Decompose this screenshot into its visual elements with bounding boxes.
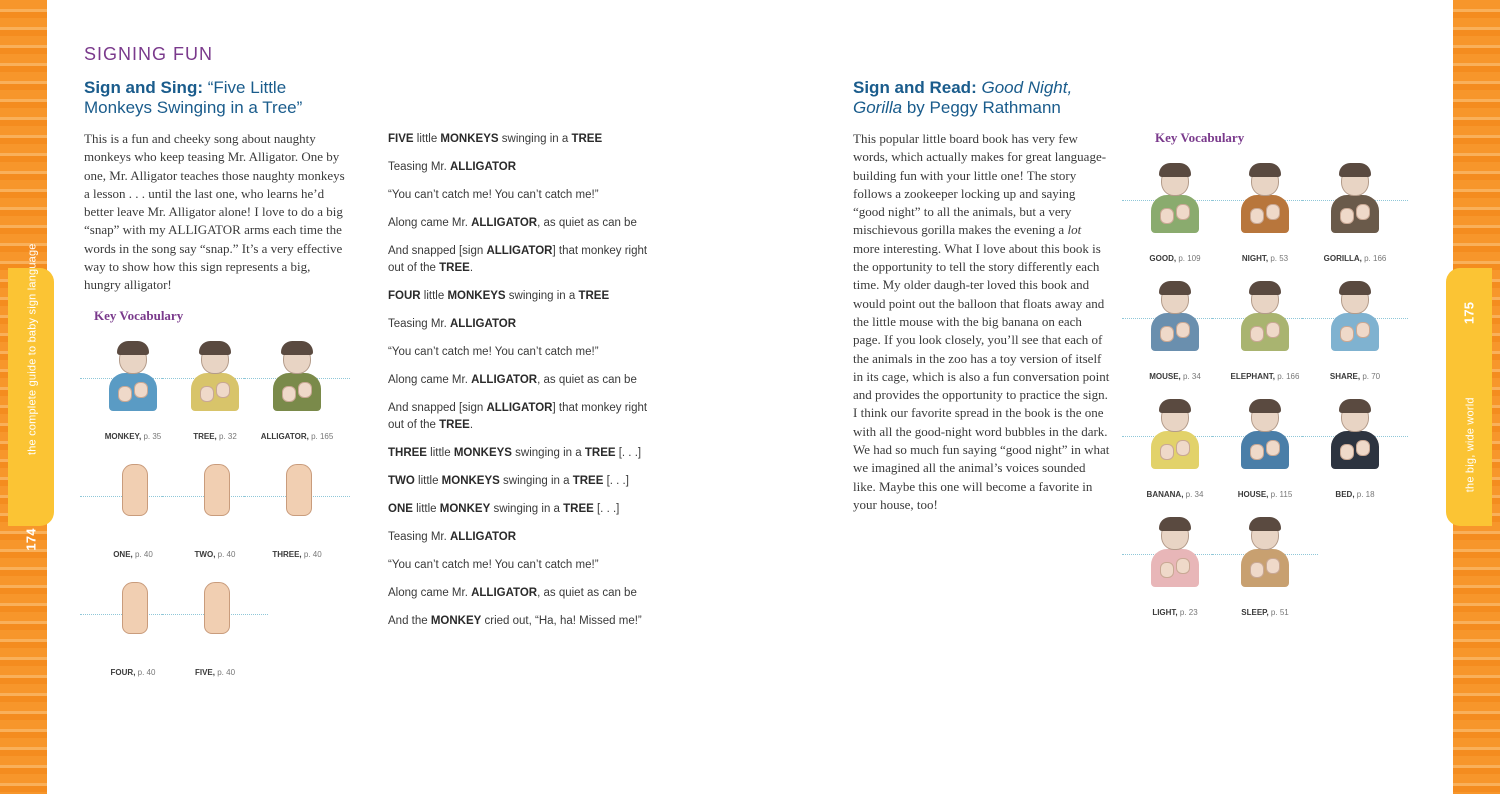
- child-sign-illustration: [1232, 396, 1298, 474]
- lyric-line: Along came Mr. ALLIGATOR, as quiet as can be: [388, 374, 637, 386]
- lyric-line: FOUR little MONKEYS swinging in a TREE: [388, 290, 610, 302]
- hand-sign-illustration: [100, 456, 166, 534]
- child-sign-illustration: [264, 338, 330, 416]
- vocab-caption: MONKEY, p. 35: [104, 432, 162, 441]
- vocab-item-gorilla: [1310, 160, 1400, 263]
- page-number-left: 174: [23, 528, 39, 551]
- lyric-line: Along came Mr. ALLIGATOR, as quiet as can be: [388, 587, 637, 599]
- vocab-item-alligator: [252, 338, 342, 441]
- vocab-caption: SLEEP, p. 51: [1241, 608, 1289, 617]
- vocab-item-tree: [170, 338, 260, 441]
- vocab-item-house: [1220, 396, 1310, 499]
- section-label: SIGNING FUN: [84, 44, 214, 64]
- vocab-caption: BANANA, p. 34: [1146, 490, 1204, 499]
- lyric-line: And snapped [sign ALLIGATOR] that monkey right out of the TREE.: [388, 402, 648, 431]
- hand-sign-illustration: [182, 574, 248, 652]
- left-heading-bold: Sign and Sing:: [84, 78, 203, 97]
- hand-sign-illustration: [100, 574, 166, 652]
- vocab-item-sleep: [1220, 514, 1310, 617]
- child-sign-illustration: [1142, 396, 1208, 474]
- page-number-right: 175: [1461, 301, 1477, 325]
- lyric-line: “You can’t catch me! You can’t catch me!”: [388, 346, 599, 358]
- vocab-caption: TWO, p. 40: [194, 550, 236, 559]
- left-page-tab: [8, 243, 54, 551]
- lyric-line: FIVE little MONKEYS swinging in a TREE: [388, 133, 603, 145]
- right-heading-bold: Sign and Read:: [853, 78, 977, 97]
- vocab-item-five: [170, 574, 260, 677]
- right-paragraph: This popular little board book has very few words, which actually makes for great language-building fun with your little one! The story follows a zookeeper locking up and saying “good night” to all the animals, but a very mischievous gorilla makes the evening a lot more interesting. What I love about this book is the opportunity to tell the story differently each time. My older daugh-ter loved this book and would point out the balloon that floats away and the little mouse with the big banana on each page. If you look closely, you’ll see that each of the animals in the zoo has a toy version of itself in its cage, which is also a fun conversation point and provides the opportunity to practice the sign. I think our favorite spread in the book is the one with all the good-night word bubbles in the dark. We had so much fun saying “good night” in what we imagined all the animal’s voices sounded like. Maybe this one will become a favorite in your house, too!: [853, 131, 1110, 512]
- child-sign-illustration: [100, 338, 166, 416]
- lyric-line: Along came Mr. ALLIGATOR, as quiet as can be: [388, 217, 637, 229]
- left-heading-title: “Five Little Monkeys Swinging in a Tree”: [84, 78, 303, 117]
- vocab-item-elephant: [1220, 278, 1310, 381]
- child-sign-illustration: [182, 338, 248, 416]
- vocab-item-bed: [1310, 396, 1400, 499]
- vocab-caption: FIVE, p. 40: [194, 668, 236, 677]
- left-key-vocabulary-title: Key Vocabulary: [94, 308, 184, 323]
- left-tab-text: the complete guide to baby sign language: [26, 243, 39, 456]
- vocab-item-two: [170, 456, 260, 559]
- hand-sign-illustration: [182, 456, 248, 534]
- lyric-line: TWO little MONKEYS swinging in a TREE [. . .]: [388, 475, 629, 487]
- right-heading: [853, 78, 1093, 118]
- right-key-vocabulary-title: Key Vocabulary: [1155, 130, 1245, 145]
- vocab-caption: THREE, p. 40: [272, 550, 322, 559]
- vocab-caption: ONE, p. 40: [113, 550, 153, 559]
- lyric-line: “You can’t catch me! You can’t catch me!”: [388, 559, 599, 571]
- child-sign-illustration: [1232, 514, 1298, 592]
- vocab-caption: SHARE, p. 70: [1329, 372, 1381, 381]
- vocab-item-four: [88, 574, 178, 677]
- right-heading-book-title: Good Night, Gorilla: [853, 78, 1073, 117]
- lyric-line: Teasing Mr. ALLIGATOR: [388, 531, 517, 543]
- vocab-item-light: [1130, 514, 1220, 617]
- vocab-item-good: [1130, 160, 1220, 263]
- vocab-item-mouse: [1130, 278, 1220, 381]
- lyric-line: “You can’t catch me! You can’t catch me!”: [388, 189, 599, 201]
- child-sign-illustration: [1142, 514, 1208, 592]
- emphasis-lot: lot: [1067, 222, 1082, 238]
- left-intro-paragraph: This is a fun and cheeky song about naughty monkeys who keep teasing Mr. Alligator. One by one, Mr. Alligator teaches those naughty monkeys a lesson . . . until the last one, who learns he’d better leave Mr. Alligator alone! I love to do a big “snap” with my ALLIGATOR arms each time the words in the song say “snap.” It’s a very effective way to show how this sign represents a big, hungry alligator!: [84, 131, 345, 293]
- lyric-line: THREE little MONKEYS swinging in a TREE [. . .]: [388, 447, 642, 459]
- vocab-caption: NIGHT, p. 53: [1241, 254, 1289, 263]
- hand-sign-illustration: [264, 456, 330, 534]
- vocab-item-monkey: [88, 338, 178, 441]
- vocab-caption: HOUSE, p. 115: [1237, 490, 1293, 499]
- vocab-caption: ALLIGATOR, p. 165: [260, 432, 334, 441]
- right-heading-author: by Peggy Rathmann: [902, 98, 1061, 117]
- left-heading: [84, 78, 334, 118]
- child-sign-illustration: [1322, 160, 1388, 238]
- vocab-caption: MOUSE, p. 34: [1149, 372, 1201, 381]
- vocab-caption: GORILLA, p. 166: [1323, 254, 1387, 263]
- lyric-line: Teasing Mr. ALLIGATOR: [388, 161, 517, 173]
- right-tab-text: the big, wide world: [1464, 397, 1477, 493]
- vocab-item-three: [252, 456, 342, 559]
- child-sign-illustration: [1232, 278, 1298, 356]
- lyric-line: Teasing Mr. ALLIGATOR: [388, 318, 517, 330]
- lyric-line: And the MONKEY cried out, “Ha, ha! Missed me!”: [388, 615, 642, 627]
- lyric-line: ONE little MONKEY swinging in a TREE [. . .]: [388, 503, 620, 515]
- vocab-caption: GOOD, p. 109: [1149, 254, 1201, 263]
- child-sign-illustration: [1232, 160, 1298, 238]
- vocab-caption: ELEPHANT, p. 166: [1230, 372, 1300, 381]
- child-sign-illustration: [1142, 160, 1208, 238]
- vocab-caption: LIGHT, p. 23: [1152, 608, 1198, 617]
- vocab-item-share: [1310, 278, 1400, 381]
- vocab-item-one: [88, 456, 178, 559]
- child-sign-illustration: [1142, 278, 1208, 356]
- lyric-line: And snapped [sign ALLIGATOR] that monkey right out of the TREE.: [388, 245, 648, 274]
- vocab-caption: TREE, p. 32: [193, 432, 237, 441]
- vocab-caption: BED, p. 18: [1335, 490, 1375, 499]
- vocab-item-night: [1220, 160, 1310, 263]
- right-page-tab: [1446, 268, 1492, 526]
- vocab-caption: FOUR, p. 40: [110, 668, 156, 677]
- song-lyrics: [388, 131, 658, 641]
- child-sign-illustration: [1322, 396, 1388, 474]
- vocab-item-banana: [1130, 396, 1220, 499]
- child-sign-illustration: [1322, 278, 1388, 356]
